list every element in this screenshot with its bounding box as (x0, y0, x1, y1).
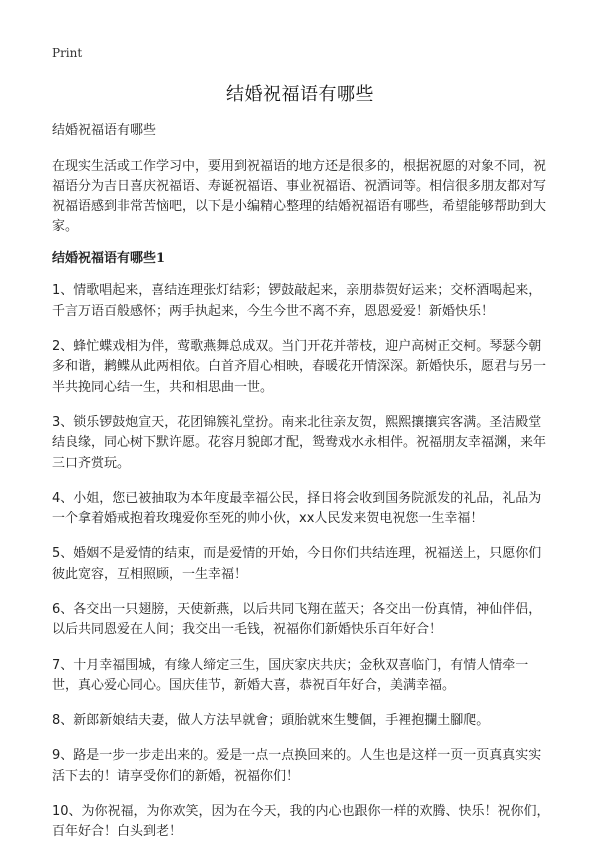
article-subtitle: 结婚祝福语有哪些 (52, 123, 157, 138)
section-heading: 结婚祝福语有哪些1 (52, 251, 166, 266)
list-item: 9、路是一步一步走出来的。爱是一点一点换回来的。人生也是这样一页一页真真实实活下去的！请享受你们的新婚，祝福你们！ (52, 748, 542, 784)
page-title: 结婚祝福语有哪些 (226, 84, 374, 105)
intro-paragraph: 在现实生活或工作学习中，要用到祝福语的地方还是很多的，根据祝愿的对象不同，祝福语分为吉日喜庆祝福语、寿诞祝福语、事业祝福语、祝酒词等。相信很多朋友都对写祝福语感到非常苦恼吧，以下是小编精心整理的结婚祝福语有哪些，希望能够帮助到大家。 (52, 159, 547, 234)
article-body (52, 121, 552, 857)
list-item: 10、为你祝福，为你欢笑，因为在今天，我的内心也跟你一样的欢腾、快乐！祝你们，百年好合！白头到老！ (52, 803, 550, 840)
list-item: 5、婚姻不是爱情的结束，而是爱情的开始，今日你们共结连理，祝福送上，只愿你们彼此宽容，互相照顾，一生幸福！ (52, 546, 542, 582)
list-item: 1、情歌唱起来，喜结连理张灯结彩；锣鼓敲起来，亲朋恭贺好运来；交杯酒喝起来，千言万语百般感怀；两手执起来，今生今世不离不弃，恩恩爱爱！新婚快乐！ (52, 283, 542, 319)
list-item: 3、锁乐锣鼓炮宣天，花团锦簇礼堂扮。南来北往亲友贺，熙熙攘攘宾客满。圣洁殿堂结良缘，同心树下默许愿。花容月貌郎才配，鸳鸯戏水永相伴。祝福朋友幸福渊，来年三口齐赏玩。 (52, 414, 547, 471)
list-item: 6、各交出一只翅膀，天使新燕，以后共同飞翔在蓝天；各交出一份真情，神仙伴侣，以后共同恩爱在人间；我交出一毛钱，祝福你们新婚快乐百年好合！ (52, 601, 542, 638)
list-item: 2、蜂忙蝶戏相为伴，莺歌燕舞总成双。当门开花并蒂枝，迎户高树正交柯。琴瑟今朝多和谐，鹣鲽从此两相依。白首齐眉心相映，春暖花开情深深。新婚快乐，愿君与另一半共挽同心结一生，共和相思曲一世。 (52, 338, 547, 395)
list-item: 4、小姐，您已被抽取为本年度最幸福公民，择日将会收到国务院派发的礼品，礼品为一个拿着婚戒抱着玫瑰爱你至死的帅小伙，xx人民发来贺电祝您一生幸福！ (52, 490, 542, 527)
print-link[interactable]: Print (52, 46, 83, 60)
list-item: 8、新郎新娘结夫妻，做人方法早就會；頭胎就來生雙個，手裡抱攔土腳爬。 (52, 713, 490, 729)
list-item: 7、十月幸福围城，有缘人缔定三生，国庆家庆共庆；金秋双喜临门，有情人情牵一世，真心爱心同心。国庆佳节，新婚大喜，恭祝百年好合，美满幸福。 (52, 657, 529, 694)
